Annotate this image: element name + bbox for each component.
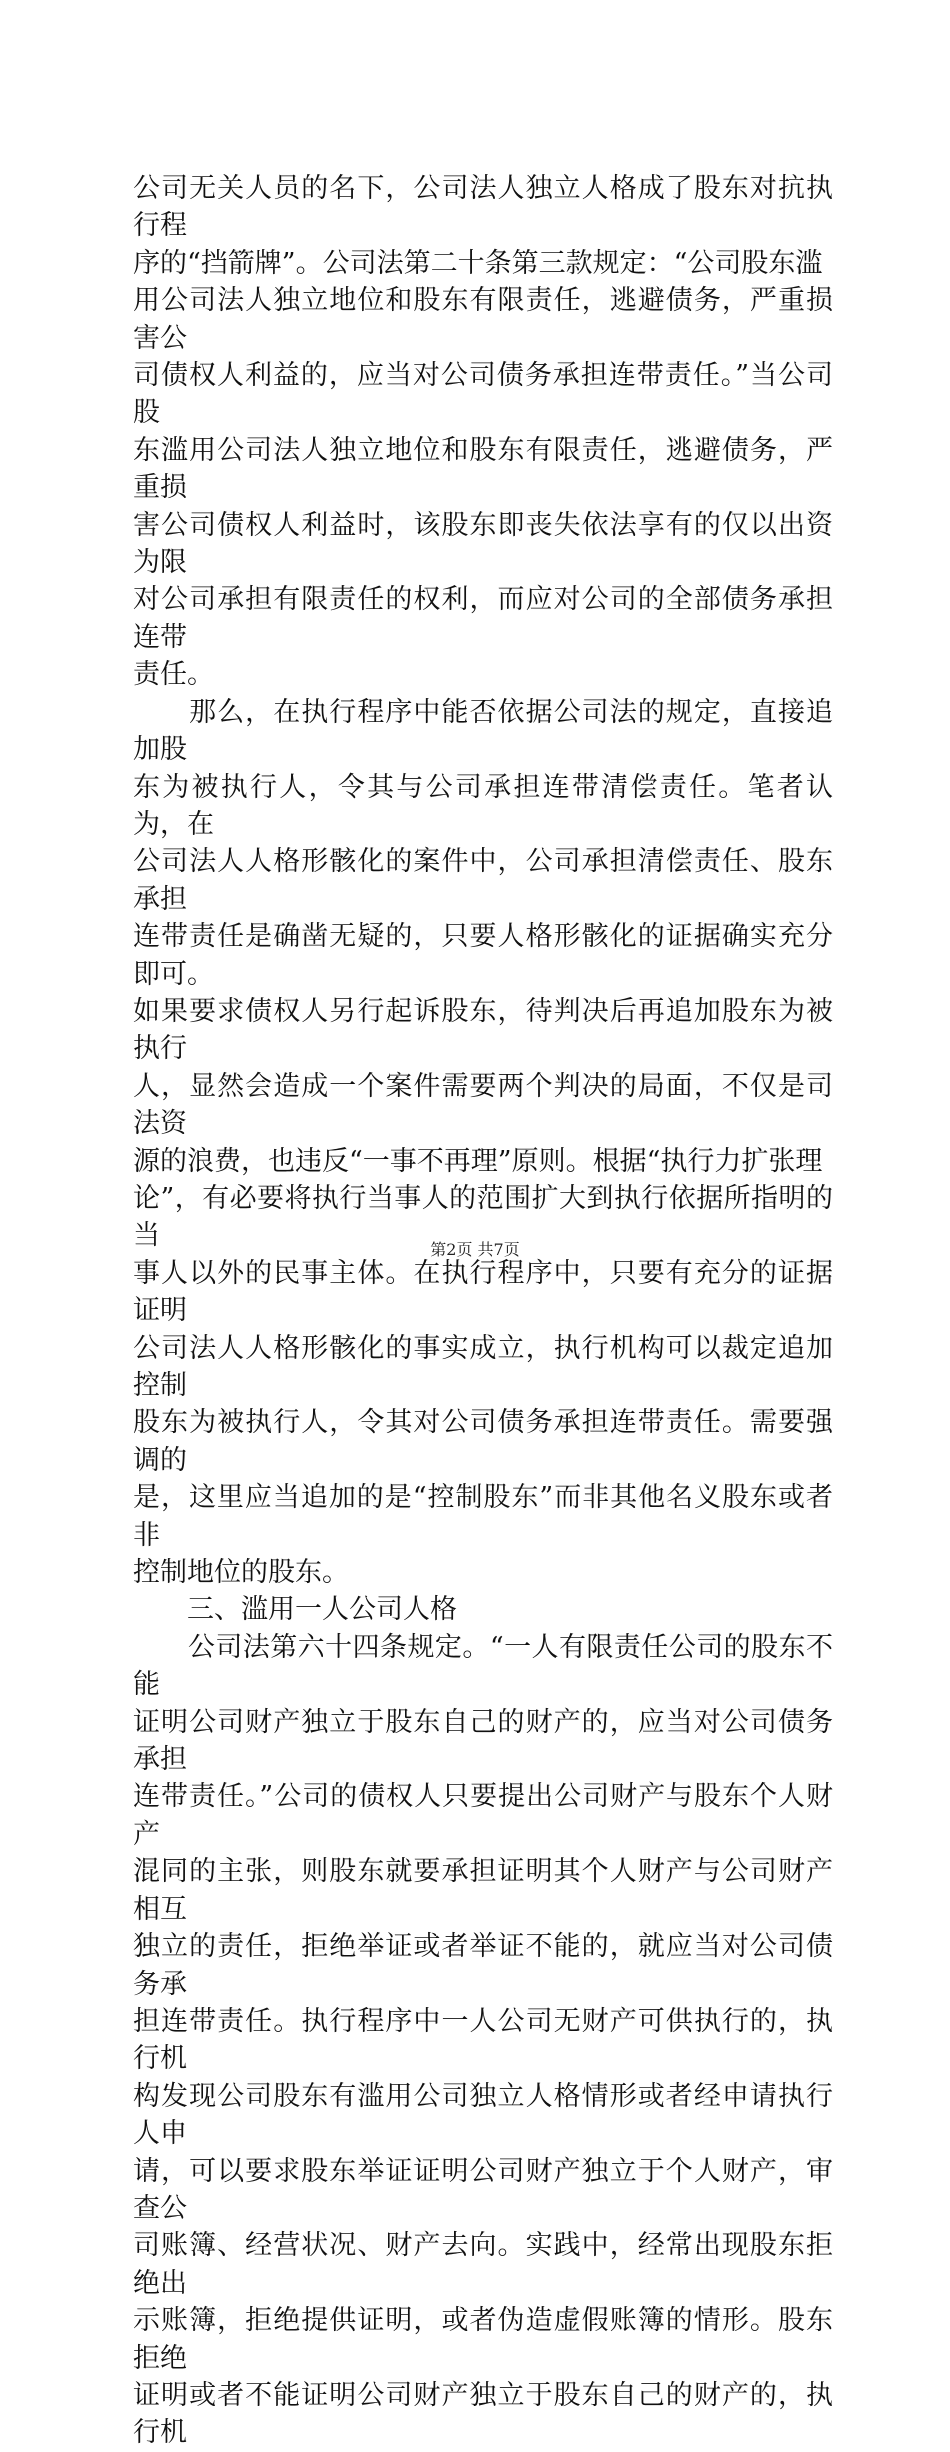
text-line: 东为被执行人，令其与公司承担连带清偿责任。笔者认为，在 <box>133 771 833 840</box>
page-number-footer: 第2页 共7页 <box>430 1240 520 1259</box>
text-line: 人，显然会造成一个案件需要两个判决的局面，不仅是司法资 <box>133 1070 833 1140</box>
text-line: 东滥用公司法人独立地位和股东有限责任，逃避债务，严重损 <box>133 434 833 504</box>
document-body <box>133 170 833 2452</box>
text-line: 序的“挡箭牌”。公司法第二十条第三款规定：“公司股东滥 <box>133 247 823 279</box>
section-heading: 三、滥用一人公司人格 <box>133 1594 457 1626</box>
text-line: 股东为被执行人，令其对公司债务承担连带责任。需要强调的 <box>133 1407 833 1476</box>
text-line: 公司法人人格形骸化的事实成立，执行机构可以裁定追加控制 <box>133 1332 833 1401</box>
text-line: 混同的主张，则股东就要承担证明其个人财产与公司财产相互 <box>133 1856 833 1925</box>
text-line: 是，这里应当追加的是“控制股东”而非其他名义股东或者非 <box>133 1482 833 1551</box>
text-line: 请，可以要求股东举证证明公司财产独立于个人财产，审查公 <box>133 2155 833 2224</box>
text-line: 如果要求债权人另行起诉股东，待判决后再追加股东为被执行 <box>133 995 833 1065</box>
text-line: 公司法第六十四条规定。“一人有限责任公司的股东不能 <box>133 1631 833 1701</box>
text-line: 责任。 <box>133 659 214 691</box>
text-line: 连带责任。”公司的债权人只要提出公司财产与股东个人财产 <box>133 1781 833 1850</box>
text-line: 源的浪费，也违反“一事不再理”原则。根据“执行力扩张理 <box>133 1145 823 1177</box>
text-line: 证明公司财产独立于股东自己的财产的，应当对公司债务承担 <box>133 1706 833 1776</box>
text-line: 用公司法人独立地位和股东有限责任，逃避债务，严重损害公 <box>133 285 833 354</box>
text-line: 连带责任是确凿无疑的，只要人格形骸化的证据确实充分即可。 <box>133 921 833 990</box>
text-line: 担连带责任。执行程序中一人公司无财产可供执行的，执行机 <box>133 2005 833 2075</box>
text-line: 对公司承担有限责任的权利，而应对公司的全部债务承担连带 <box>133 584 833 653</box>
text-line: 公司法人人格形骸化的案件中，公司承担清偿责任、股东承担 <box>133 846 833 915</box>
text-line: 论”，有必要将执行当事人的范围扩大到执行依据所指明的当 <box>133 1182 833 1252</box>
text-line: 害公司债权人利益时，该股东即丧失依法享有的仅以出资为限 <box>133 509 833 579</box>
text-line: 司债权人利益的，应当对公司债务承担连带责任。”当公司股 <box>133 360 833 429</box>
text-line: 司账簿、经营状况、财产去向。实践中，经常出现股东拒绝出 <box>133 2230 833 2299</box>
text-line: 那么，在执行程序中能否依据公司法的规定，直接追加股 <box>133 696 833 766</box>
text-line: 公司无关人员的名下，公司法人独立人格成了股东对抗执行程 <box>133 173 833 242</box>
text-line: 证明或者不能证明公司财产独立于股东自己的财产的，执行机 <box>133 2379 833 2449</box>
text-line: 构发现公司股东有滥用公司独立人格情形或者经申请执行人申 <box>133 2080 833 2150</box>
text-line: 独立的责任，拒绝举证或者举证不能的，就应当对公司债务承 <box>133 1931 833 2000</box>
text-line: 示账簿，拒绝提供证明，或者伪造虚假账簿的情形。股东拒绝 <box>133 2305 833 2374</box>
text-line: 事人以外的民事主体。在执行程序中，只要有充分的证据证明 <box>133 1257 833 1327</box>
text-line: 控制地位的股东。 <box>133 1557 349 1589</box>
